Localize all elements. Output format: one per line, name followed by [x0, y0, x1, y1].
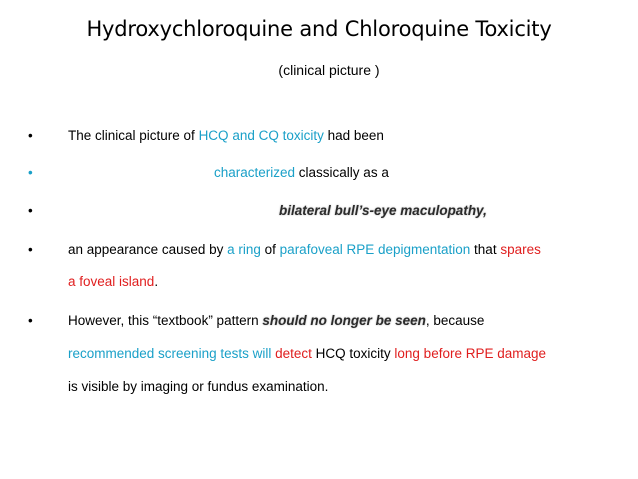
- slide-title: Hydroxychloroquine and Chloroquine Toxicity: [86, 17, 552, 41]
- emphasized-text: bilateral bull’s-eye maculopathy,: [279, 203, 487, 218]
- bullet-continuation: [68, 379, 328, 395]
- slide-subtitle: (clinical picture ): [278, 62, 380, 78]
- bullet-dot: •: [28, 203, 33, 218]
- bullet-dot: •: [28, 165, 33, 180]
- bullet-text: [214, 165, 389, 181]
- highlight-cyan: recommended screening tests will: [68, 346, 272, 361]
- bullet-continuation: [68, 274, 158, 290]
- bullet-dot: •: [28, 242, 33, 257]
- text-run: However, this “textbook” pattern: [68, 313, 263, 328]
- bullet-continuation: [68, 346, 546, 362]
- text-run: , because: [425, 313, 485, 328]
- emphasized-text: should no longer be seen: [262, 313, 426, 328]
- text-run: The clinical picture of: [68, 128, 199, 143]
- highlight-red: detect: [275, 346, 312, 361]
- bullet-text: [68, 313, 484, 329]
- highlight-cyan: HCQ and CQ toxicity: [198, 128, 324, 143]
- text-run: that: [470, 242, 501, 257]
- highlight-red: a foveal island: [68, 274, 155, 289]
- text-run: had been: [323, 128, 384, 143]
- bullet-dot: •: [28, 313, 33, 328]
- highlight-cyan: parafoveal RPE depigmentation: [279, 242, 471, 257]
- highlight-cyan: a ring: [227, 242, 261, 257]
- bullet-dot: •: [28, 128, 33, 143]
- text-run: is visible by imaging or fundus examination.: [68, 379, 329, 394]
- bullet-text: [68, 128, 384, 144]
- text-run: of: [260, 242, 280, 257]
- highlight-red: long before RPE damage: [394, 346, 547, 361]
- highlight-red: spares: [500, 242, 541, 257]
- highlight-cyan: characterized: [214, 165, 296, 180]
- text-run: HCQ toxicity: [311, 346, 395, 361]
- text-run: an appearance caused by: [68, 242, 228, 257]
- text-run: .: [154, 274, 159, 289]
- bullet-text: [68, 242, 541, 258]
- text-run: classically as a: [295, 165, 389, 180]
